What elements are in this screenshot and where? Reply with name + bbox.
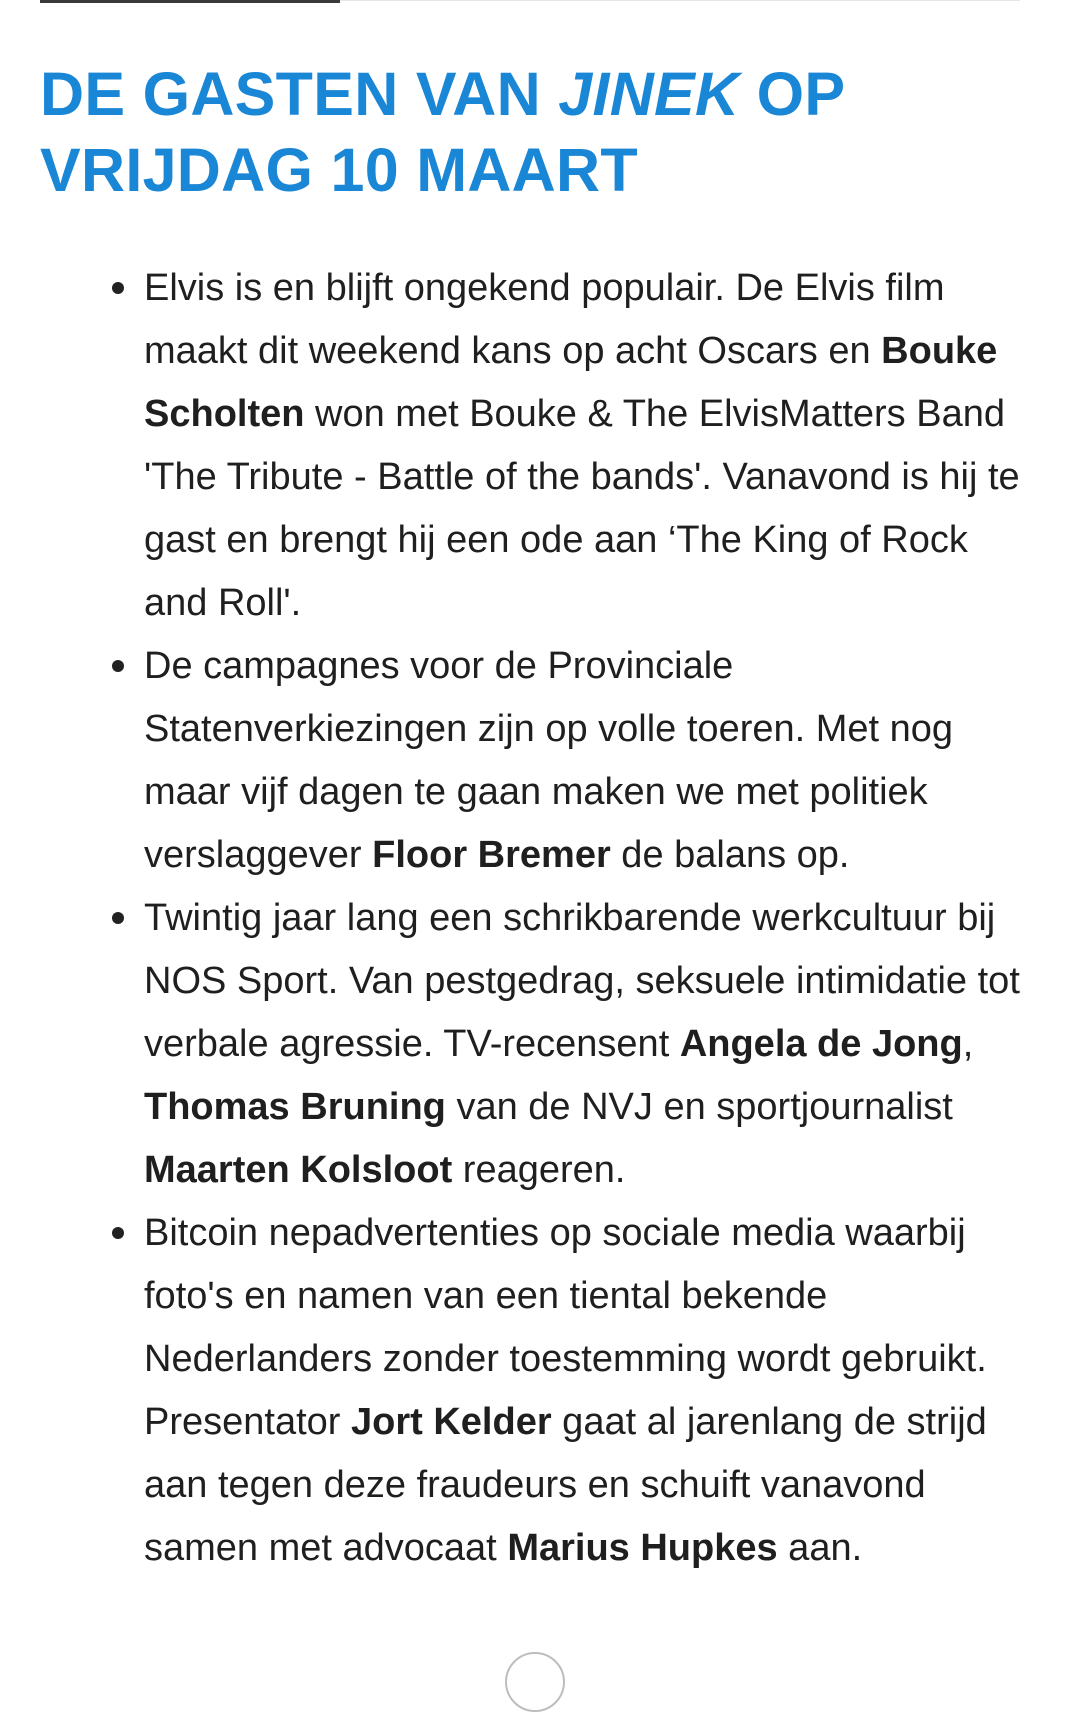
loading-spinner-icon <box>505 1652 565 1712</box>
guest-name: Floor Bremer <box>372 834 611 876</box>
guest-name: Jort Kelder <box>351 1401 552 1443</box>
guest-name: Maarten Kolsloot <box>144 1149 453 1191</box>
item-text: de balans op. <box>610 834 850 876</box>
list-item-bitcoin <box>0 1202 1080 1580</box>
guest-list <box>0 257 1080 1580</box>
guest-name: Angela de Jong <box>679 1023 963 1065</box>
item-text: gaat al jarenlang de strijd aan tegen deze fraudeurs en schuift vanavond samen met advocaat <box>144 1401 987 1569</box>
item-text: Twintig jaar lang een schrikbarende werkcultuur bij NOS Sport. Van pestgedrag, seksuele intimidatie tot verbale agressie. TV-recensent <box>144 897 1020 1065</box>
list-item-elvis <box>0 257 1080 635</box>
item-text: aan. <box>777 1527 863 1569</box>
guest-name: Thomas Bruning <box>144 1086 446 1128</box>
bullet-dot <box>112 912 124 924</box>
guest-name: Bouke Scholten <box>144 330 998 435</box>
item-text: reageren. <box>452 1149 626 1191</box>
article-headline <box>40 56 1040 208</box>
item-text: van de NVJ en sportjournalist <box>445 1086 953 1128</box>
bullet-dot <box>112 1227 124 1239</box>
item-text: , <box>962 1023 974 1065</box>
bullet-dot <box>112 660 124 672</box>
list-item-elections <box>0 635 1080 887</box>
item-text: De campagnes voor de Provinciale Statenverkiezingen zijn op volle toeren. Met nog maar vijf dagen te gaan maken we met politiek verslaggever <box>144 645 954 876</box>
top-divider-light <box>340 0 1020 1</box>
headline-part-1: DE GASTEN VAN <box>40 60 559 128</box>
top-divider <box>40 0 340 3</box>
guest-name: Marius Hupkes <box>507 1527 778 1569</box>
headline-show-name: JINEK <box>558 60 740 128</box>
item-text: Bitcoin nepadvertenties op sociale media waarbij foto's en namen van een tiental bekende Nederlanders zonder toestemming wordt gebruikt. Presentator <box>144 1212 987 1443</box>
headline-part-2: OP VRIJDAG 10 MAART <box>40 60 845 204</box>
item-text: Elvis is en blijft ongekend populair. De Elvis film maakt dit weekend kans op acht Oscars en <box>144 267 945 372</box>
bullet-dot <box>112 282 124 294</box>
list-item-nos-sport <box>0 887 1080 1202</box>
item-text: won met Bouke & The ElvisMatters Band 'The Tribute - Battle of the bands'. Vanavond is hij te gast en brengt hij een ode aan ‘The King of Rock and Roll'. <box>144 393 1020 624</box>
